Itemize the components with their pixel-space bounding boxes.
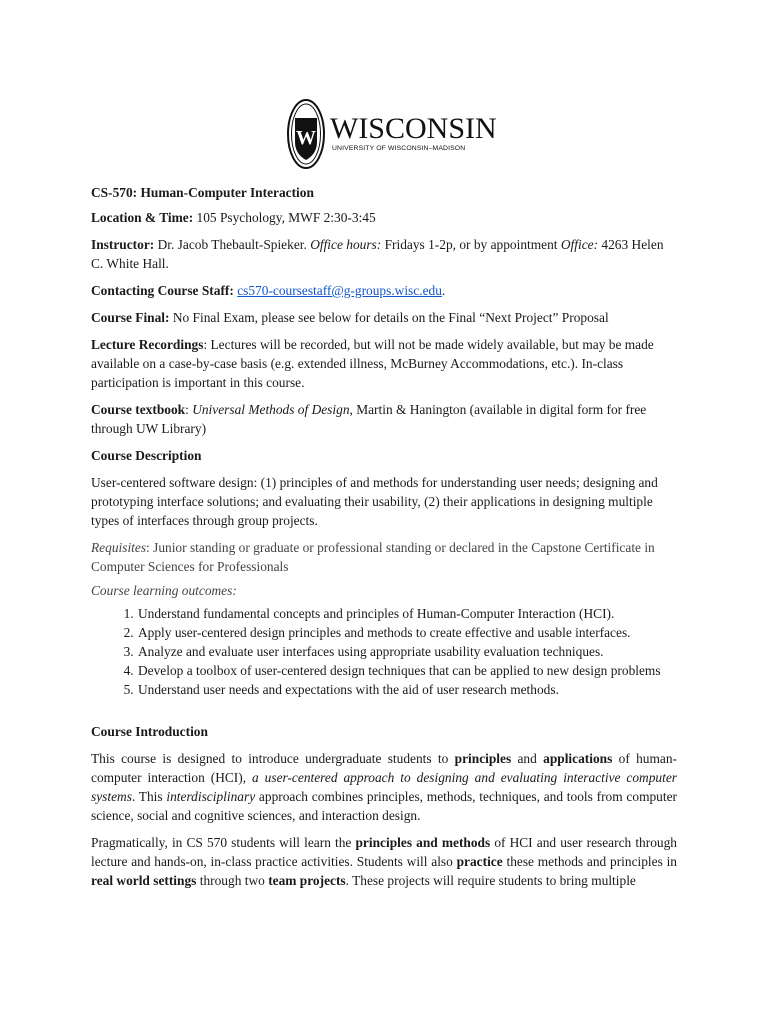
list-item: 2. Apply user-centered design principles and methods to create effective and usable interfaces. xyxy=(137,623,677,642)
svg-text:W: W xyxy=(296,127,316,149)
office-hours-label: Office hours: xyxy=(310,237,382,252)
course-introduction-heading: Course Introduction xyxy=(91,724,208,739)
intro-text: . This xyxy=(131,789,167,804)
intro-text: of HCI and user research through lecture and hands-on, in-class practice activities. Students will also xyxy=(91,835,677,869)
instructor-name: Dr. Jacob Thebault-Spieker. xyxy=(154,237,311,252)
requisites-label: Requisites xyxy=(91,540,147,555)
syllabus-body xyxy=(91,183,677,898)
university-logo xyxy=(286,98,497,170)
office-value: 4263 Helen C. White Hall. xyxy=(91,237,664,271)
intro-text: and xyxy=(511,751,544,766)
textbook-details: , Martin & Hanington (available in digital form for free through UW Library) xyxy=(91,402,647,436)
requisites-line xyxy=(91,538,677,576)
introduction-paragraph-2 xyxy=(91,833,677,890)
textbook-label: Course textbook xyxy=(91,402,186,417)
intro-italic: a user-centered approach to designing and evaluating interactive computer systems xyxy=(91,770,677,804)
contact-label: Contacting Course Staff: xyxy=(91,283,234,298)
course-description-text: User-centered software design: (1) principles of and methods for understanding user needs; designing and prototyping interface solutions; and evaluating their usability, (2) their applications in designing multiple types of interfaces through group projects. xyxy=(91,475,658,528)
intro-emphasis: real world settings xyxy=(91,873,197,888)
list-item: 1. Understand fundamental concepts and principles of Human-Computer Interaction (HCI). xyxy=(137,604,677,623)
intro-text: through two xyxy=(196,873,269,888)
intro-emphasis: principles and methods xyxy=(355,835,491,850)
textbook-line xyxy=(91,400,677,438)
introduction-paragraph-1 xyxy=(91,749,677,825)
contact-suffix: . xyxy=(441,283,446,298)
crest-icon xyxy=(286,98,326,170)
office-label: Office: xyxy=(560,237,599,252)
list-item: 5. Understand user needs and expectations with the aid of user research methods. xyxy=(137,680,677,699)
intro-emphasis: applications xyxy=(543,751,613,766)
list-item: 3. Analyze and evaluate user interfaces using appropriate usability evaluation techniques. xyxy=(137,642,677,661)
learning-outcomes-heading: Course learning outcomes: xyxy=(91,583,237,598)
requisites-text: : Junior standing or graduate or professional standing or declared in the Capstone Certificate in Computer Sciences for Professionals xyxy=(91,540,655,574)
final-label: Course Final: xyxy=(91,310,170,325)
final-line xyxy=(91,308,677,327)
location-label: Location & Time: xyxy=(91,210,194,225)
wordmark-subtitle: UNIVERSITY OF WISCONSIN–MADISON xyxy=(332,145,466,152)
learning-outcomes-list xyxy=(91,604,677,699)
course-title: CS-570: Human-Computer Interaction xyxy=(91,185,314,200)
instructor-line xyxy=(91,235,677,273)
intro-text: Pragmatically, in CS 570 students will learn the xyxy=(91,835,356,850)
intro-text: . These projects will require students to bring multiple xyxy=(345,873,636,888)
intro-emphasis: practice xyxy=(456,854,503,869)
intro-emphasis: team projects xyxy=(268,873,346,888)
recordings-line xyxy=(91,335,677,392)
course-staff-email-link[interactable]: cs570-coursestaff@g-groups.wisc.edu xyxy=(237,283,442,298)
office-hours-value: Fridays 1-2p, or by appointment xyxy=(381,237,561,252)
final-value: No Final Exam, please see below for details on the Final “Next Project” Proposal xyxy=(169,310,609,325)
list-item: 4. Develop a toolbox of user-centered design techniques that can be applied to new design problems xyxy=(137,661,677,680)
intro-italic: interdisciplinary xyxy=(166,789,256,804)
wisconsin-wordmark: WISCONSIN xyxy=(330,112,497,145)
location-line xyxy=(91,208,677,227)
location-value: 105 Psychology, MWF 2:30-3:45 xyxy=(193,210,376,225)
textbook-title: Universal Methods of Design xyxy=(192,402,350,417)
intro-text: of human-computer interaction (HCI), xyxy=(91,751,677,785)
textbook-separator: : xyxy=(185,402,193,417)
intro-text: approach combines principles, methods, techniques, and tools from computer science, social and cognitive sciences, and interaction design. xyxy=(91,789,677,823)
instructor-label: Instructor: xyxy=(91,237,155,252)
contact-line xyxy=(91,281,677,300)
intro-emphasis: principles xyxy=(454,751,512,766)
intro-text: these methods and principles in xyxy=(502,854,677,869)
recordings-value: : Lectures will be recorded, but will not be made widely available, but may be made available on a case-by-case basis (e.g. extended illness, McBurney Accommodations, etc.). In-class participation is important in this course. xyxy=(91,337,654,390)
recordings-label: Lecture Recordings xyxy=(91,337,204,352)
course-description-heading: Course Description xyxy=(91,448,202,463)
intro-text: This course is designed to introduce undergraduate students to xyxy=(91,751,455,766)
